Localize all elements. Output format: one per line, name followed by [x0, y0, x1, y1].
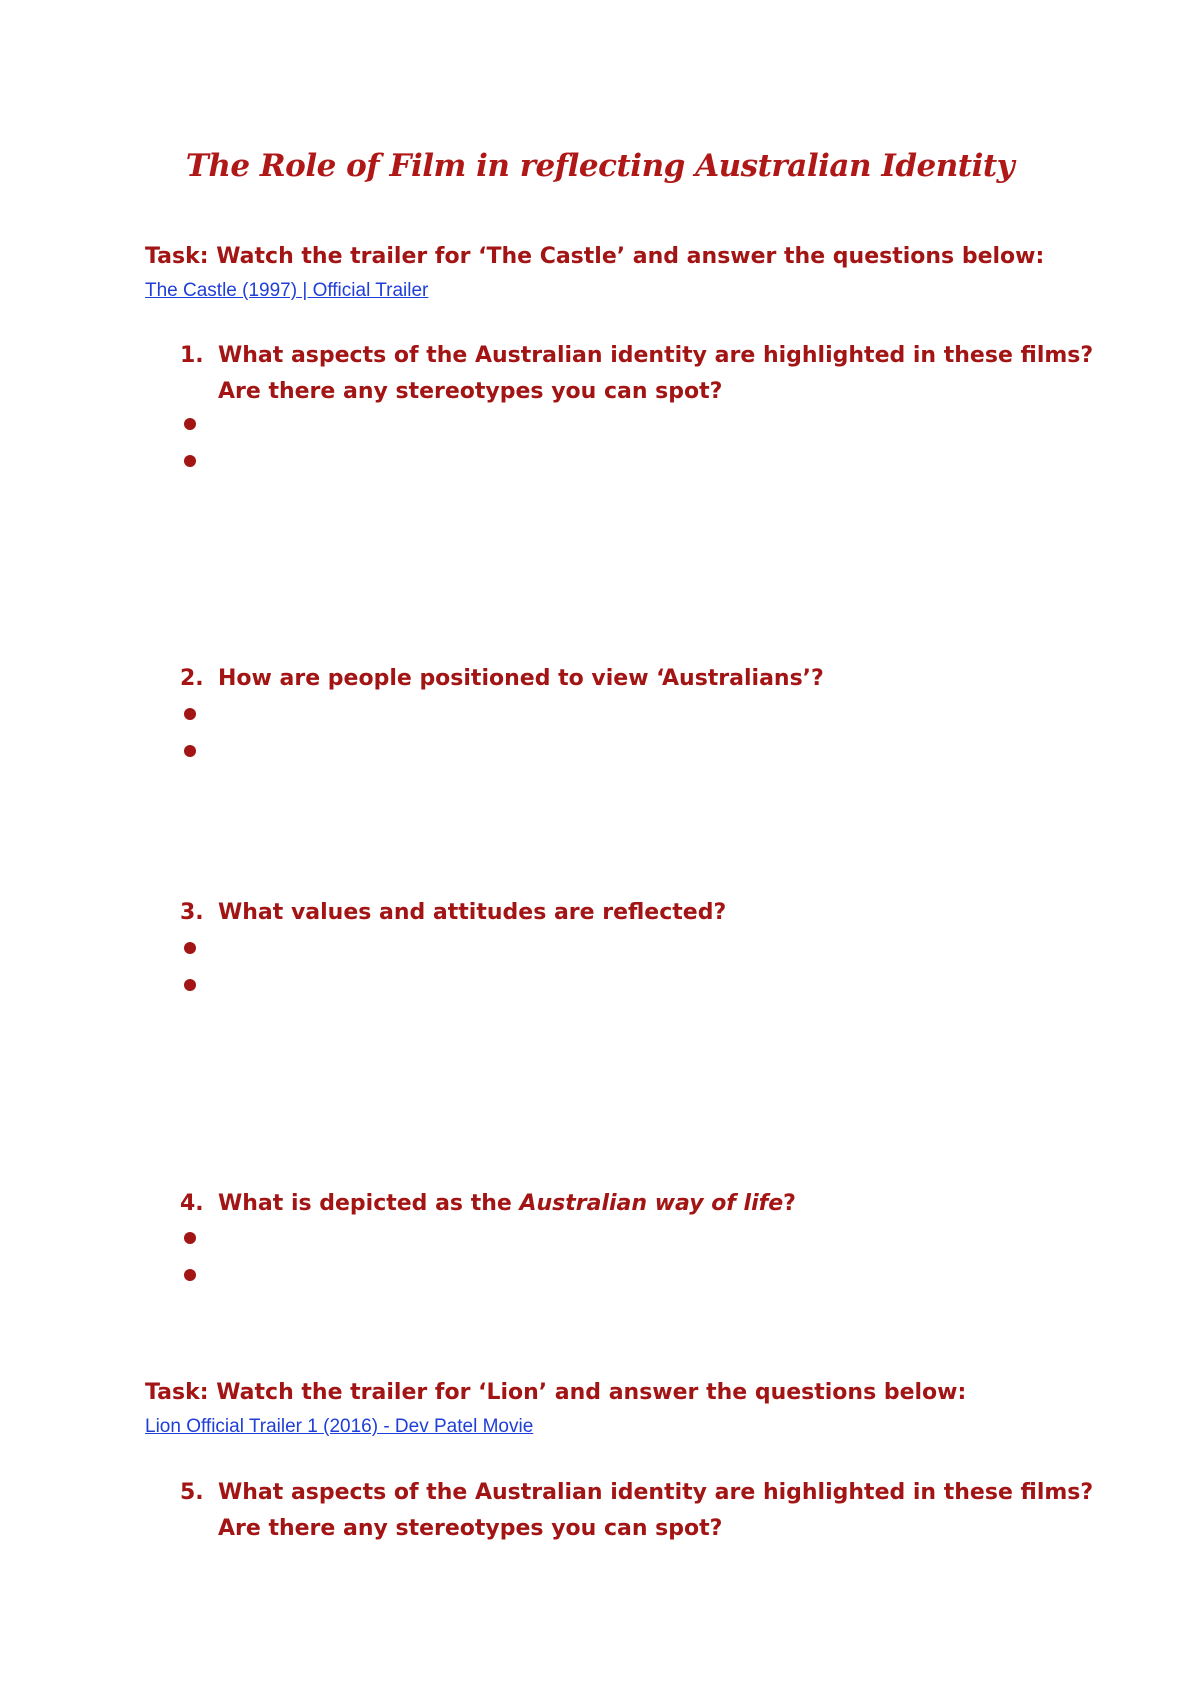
question-text-continued: Are there any stereotypes you can spot? — [218, 379, 723, 404]
question-text-end: ? — [783, 1191, 796, 1216]
page-title: The Role of Film in reflecting Australian Identity — [185, 148, 1015, 184]
answer-bullet — [184, 1232, 196, 1244]
question-number: 3. — [180, 900, 204, 925]
task-instruction-lion: Task: Watch the trailer for ‘Lion’ and answer the questions below: — [145, 1380, 967, 1405]
question-number: 2. — [180, 666, 204, 691]
question-text-emphasis: Australian way of life — [519, 1191, 784, 1216]
answer-bullet — [184, 942, 196, 954]
question-number: 5. — [180, 1480, 204, 1505]
lion-trailer-link[interactable]: Lion Official Trailer 1 (2016) - Dev Patel Movie — [145, 1416, 534, 1437]
answer-bullet — [184, 455, 196, 467]
question-text: What aspects of the Australian identity are highlighted in these films? — [218, 343, 1094, 368]
question-text: What is depicted as the — [218, 1191, 520, 1216]
question-2 — [180, 661, 824, 697]
answer-bullet — [184, 708, 196, 720]
question-4 — [180, 1186, 796, 1222]
question-number: 1. — [180, 343, 204, 368]
question-text-continued: Are there any stereotypes you can spot? — [218, 1516, 723, 1541]
question-text: What aspects of the Australian identity are highlighted in these films? — [218, 1480, 1094, 1505]
question-text: What values and attitudes are reflected? — [218, 900, 727, 925]
task-instruction-castle: Task: Watch the trailer for ‘The Castle’ and answer the questions below: — [145, 244, 1045, 269]
question-1 — [180, 338, 1093, 410]
answer-bullet — [184, 418, 196, 430]
answer-bullet — [184, 745, 196, 757]
question-3 — [180, 895, 726, 931]
answer-bullet — [184, 979, 196, 991]
question-5 — [180, 1475, 1093, 1547]
castle-trailer-link[interactable]: The Castle (1997) | Official Trailer — [145, 280, 429, 301]
answer-bullet — [184, 1269, 196, 1281]
question-text: How are people positioned to view ‘Australians’? — [218, 666, 824, 691]
question-number: 4. — [180, 1191, 204, 1216]
